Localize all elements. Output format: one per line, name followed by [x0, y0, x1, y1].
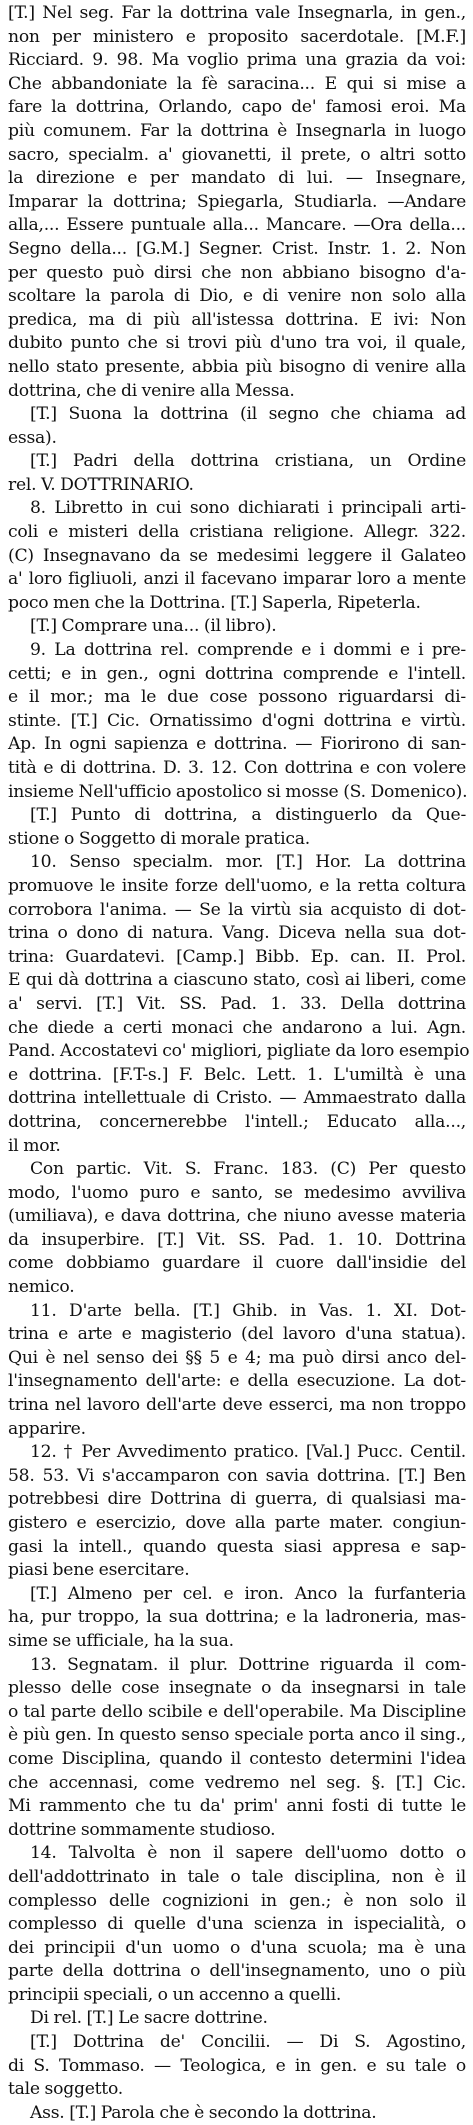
text-line: E qui dà dottrina a ciascuno stato, così ai liberi, come — [8, 970, 466, 991]
text-line: non per ministero e proposito sacerdotale. [M.F.] — [8, 26, 466, 47]
text-line: alla,... Essere puntuale alla... Mancare. —Ora della... — [8, 215, 466, 236]
text-line: plesso delle cose insegnate o da insegnarsi in tale — [8, 1678, 466, 1699]
text-line: cetti; e in gen., ogni dottrina comprende e l'intell. — [8, 663, 466, 684]
text-line: trina: Guardatevi. [Camp.] Bibb. Ep. can. II. Prol. — [8, 946, 466, 967]
text-line: sime se ufficiale, ha la sua. — [8, 1630, 234, 1651]
text-line: [T.] Nel seg. Far la dottrina vale Insegnarla, in gen., — [8, 3, 466, 23]
text-line: Che abbandoniate la fè saracina... E qui si mise a — [8, 73, 466, 94]
text-line: [T.] Punto di dottrina, a distinguerlo da Que- — [30, 805, 466, 826]
text-line: dei principii d'un uomo o d'una scuola; ma è una — [8, 1937, 466, 1958]
text-line: (C) Insegnavano da se medesimi leggere il Galateo — [8, 545, 466, 566]
text-line: dottrina intellettuale di Cristo. — Ammaestrato dalla — [8, 1088, 466, 1109]
text-line: il mor. — [8, 1135, 61, 1156]
text-line: 9. La dottrina rel. comprende e i dommi e i pre- — [30, 640, 466, 661]
text-line: corrobora l'anima. — Se la virtù sia acquisto di dot- — [8, 899, 466, 920]
text-line: dottrina, che di venire alla Messa. — [8, 380, 295, 401]
text-line: trina o dono di natura. Vang. Diceva nella sua dot- — [8, 923, 466, 944]
text-line: modo, l'uomo puro e santo, se medesimo avviliva — [8, 1182, 466, 1203]
text-line: o tal parte dello scibile e dell'operabile. Ma Discipline — [8, 1701, 466, 1722]
text-line: Segno della... [G.M.] Segner. Crist. Instr. 1. 2. Non — [8, 238, 466, 259]
text-line: dubito punto che si trovi più d'uno tra voi, il quale, — [8, 333, 466, 354]
text-line: Ricciard. 9. 98. Ma voglio prima una grazia da voi: — [8, 50, 466, 71]
text-line: [T.] Dottrina de' Concilii. — Di S. Agostino, — [30, 2032, 466, 2053]
text-line: fare la dottrina, Orlando, capo de' famosi eroi. Ma — [8, 97, 466, 118]
text-line: sacro, specialm. a' giovanetti, il prete, o altri sotto — [8, 144, 466, 165]
text-line: e dottrina. [F.T-s.] F. Belc. Lett. 1. L'umiltà è una — [8, 1064, 466, 1085]
text-line: 58. 53. Vi s'accamparon con savia dottrina. [T.] Ben — [8, 1465, 466, 1486]
text-line: Di rel. [T.] Le sacre dottrine. — [30, 2008, 268, 2029]
text-line: Con partic. Vit. S. Franc. 183. (C) Per questo — [30, 1159, 466, 1180]
text-line: promuove le insite forze dell'uomo, e la retta coltura — [8, 875, 466, 896]
text-line: complesso delle cognizioni in gen.; è non solo il — [8, 1890, 466, 1911]
text-line: [T.] Almeno per cel. e iron. Anco la furfanteria — [30, 1583, 466, 1604]
text-line: Mi rammento che tu da' prim' anni fosti di tutte le — [8, 1796, 466, 1817]
text-line: tale soggetto. — [8, 2079, 123, 2100]
text-line: 10. Senso specialm. mor. [T.] Hor. La dottrina — [30, 852, 466, 873]
text-line: dottrine sommamente studioso. — [8, 1819, 276, 1840]
text-line: complesso di quelle d'una scienza in ispecialità, o — [8, 1914, 466, 1935]
text-line: è più gen. In questo senso speciale porta anco il sing., — [8, 1725, 466, 1746]
text-line: che accennasi, come vedremo nel seg. §. [T.] Cic. — [8, 1772, 466, 1793]
text-line: gistero e esercizio, dove alla parte mater. congiun- — [8, 1513, 466, 1533]
text-line: come Disciplina, quando il contesto determini l'idea — [8, 1748, 466, 1769]
text-line: 12. † Per Avvedimento pratico. [Val.] Pucc. Centil. — [30, 1442, 466, 1463]
text-line: per questo può dirsi che non abbiano bisogno d'a- — [8, 262, 466, 283]
text-line: stione o Soggetto di morale pratica. — [8, 828, 310, 849]
text-line: come dobbiamo guardare il cuore dall'insidie del — [8, 1253, 466, 1274]
text-line: 8. Libretto in cui sono dichiarati i principali arti- — [30, 498, 466, 519]
text-line: essa). — [8, 427, 57, 448]
text-line: Imparar la dottrina; Spiegarla, Studiarla. —Andare — [8, 191, 466, 212]
text-line: da insuperbire. [T.] Vit. SS. Pad. 1. 10. Dottrina — [8, 1229, 466, 1250]
text-line: e il mor.; ma le due cose possono riguardarsi di- — [8, 687, 466, 708]
text-line: scoltare la parola di Dio, e di venire non solo alla — [8, 286, 466, 307]
dictionary-page-text — [8, 2, 470, 2123]
text-line: parte della dottrina o dell'insegnamento, uno o più — [8, 1961, 466, 1982]
text-line: [T.] Padri della dottrina cristiana, un Ordine — [30, 451, 466, 472]
text-line: potrebbesi dire Dottrina di guerra, di qualsiasi ma- — [8, 1489, 466, 1510]
text-line: tità e di dottrina. D. 3. 12. Con dottrina e con volere — [8, 758, 466, 778]
text-line: 13. Segnatam. il plur. Dottrine riguarda il com- — [30, 1654, 466, 1675]
text-line: Qui è nel senso dei §§ 5 e 4; ma può dirsi anco del- — [8, 1347, 466, 1368]
text-line: gasi la intell., quando questa siasi appresa e sap- — [8, 1536, 466, 1557]
text-line: che diede a certi monaci che andarono a lui. Agn. — [8, 1017, 466, 1038]
text-line: la direzione e per mandato di lui. — Insegnare, — [8, 168, 466, 189]
text-line: Ass. [T.] Parola che è secondo la dottrina. — [30, 2102, 377, 2123]
text-line: insieme Nell'ufficio apostolico si mosse (S. Domenico). — [8, 781, 468, 802]
text-line: più comunem. Far la dottrina è Insegnarla in luogo — [8, 120, 466, 141]
text-line: di S. Tommaso. — Teologica, e in gen. e su tale o — [8, 2055, 466, 2076]
text-line: Pand. Accostatevi co' migliori, pigliate da loro esempio — [8, 1041, 470, 1062]
text-line: [T.] Comprare una... (il libro). — [30, 616, 277, 637]
text-line: poco men che la Dottrina. [T.] Saperla, Ripeterla. — [8, 592, 421, 613]
text-line: 14. Talvolta è non il sapere dell'uomo dotto o — [30, 1843, 466, 1864]
text-line: [T.] Suona la dottrina (il segno che chiama ad — [30, 404, 466, 425]
text-line: l'insegnamento dell'arte: e della esecuzione. La dot- — [8, 1371, 466, 1392]
text-line: 11. D'arte bella. [T.] Ghib. in Vas. 1. XI. Dot- — [30, 1300, 466, 1321]
text-line: trina e arte e magisterio (del lavoro d'una statua). — [8, 1324, 466, 1345]
text-line: principii speciali, o un accenno a quelli. — [8, 1984, 342, 2005]
text-line: dell'addottrinato in tale o tale disciplina, non è il — [8, 1866, 466, 1887]
text-line: stinte. [T.] Cic. Ornatissimo d'ogni dottrina e virtù. — [8, 710, 466, 731]
text-line: nello stato presente, abbia più bisogno di venire alla — [8, 356, 466, 377]
text-line: trina nel lavoro dell'arte deve esserci, ma non troppo — [8, 1395, 466, 1416]
text-line: apparire. — [8, 1418, 86, 1439]
text-line: nemico. — [8, 1277, 75, 1298]
text-line: coli e misteri della cristiana religione. Allegr. 322. — [8, 522, 466, 543]
text-line: (umiliava), e dava dottrina, che niuno avesse materia — [8, 1206, 466, 1227]
text-line: rel. V. DOTTRINARIO. — [8, 474, 194, 495]
text-line: predica, ma di più all'istessa dottrina. E ivi: Non — [8, 309, 466, 330]
text-line: a' loro figliuoli, anzi il facevano imparar loro a mente — [8, 569, 466, 590]
text-line: a' servi. [T.] Vit. SS. Pad. 1. 33. Della dottrina — [8, 993, 466, 1014]
text-line: Ap. In ogni sapienza e dottrina. — Fiorirono di san- — [8, 734, 466, 755]
text-line: ha, pur troppo, la sua dottrina; e la ladroneria, mas- — [8, 1607, 466, 1628]
text-line: piasi bene esercitare. — [8, 1560, 190, 1581]
text-line: dottrina, concernerebbe l'intell.; Educato alla..., — [8, 1111, 466, 1132]
